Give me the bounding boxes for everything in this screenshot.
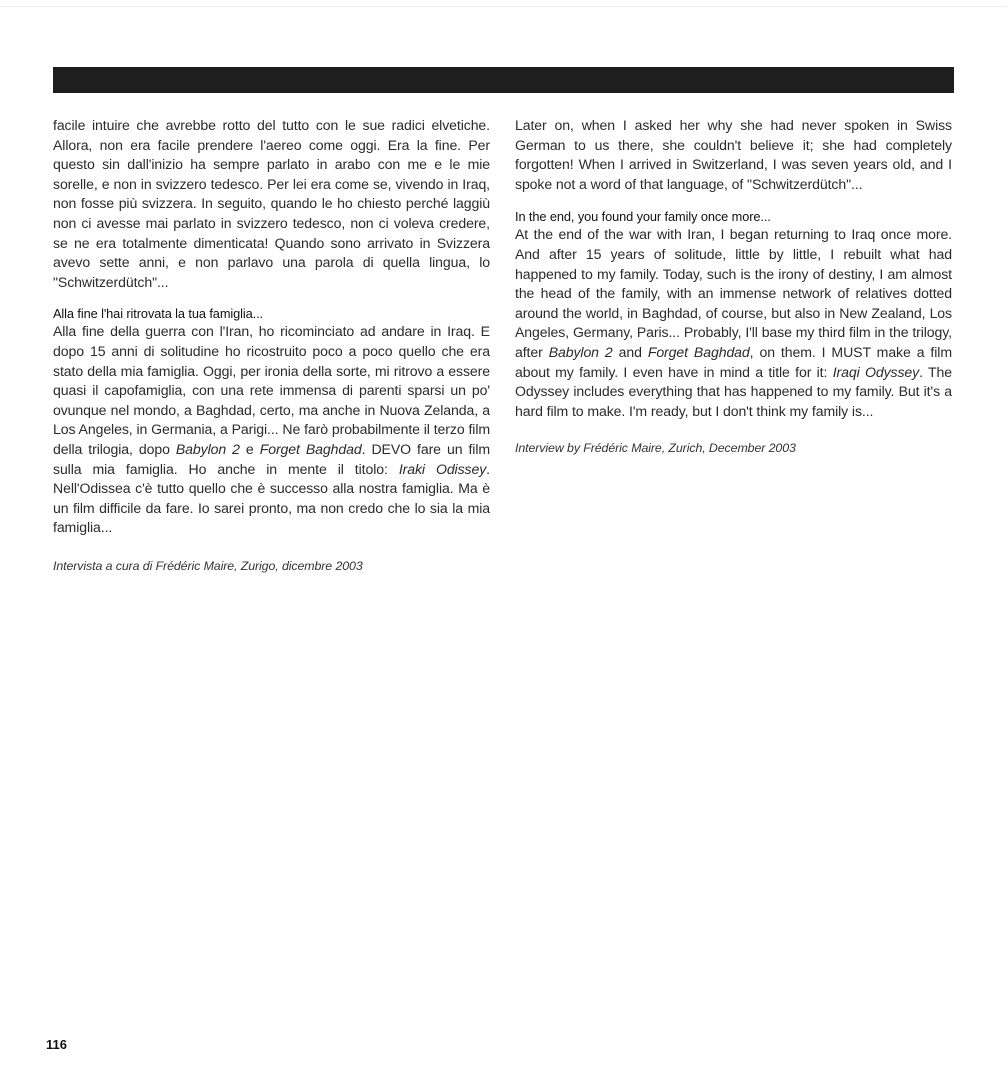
english-film-title-3: Iraqi Odyssey <box>832 363 920 380</box>
italian-paragraph-1: facile intuire che avrebbe rotto del tutto con le sue radici elvetiche. Allora, non era facile prendere l'aereo come oggi. Era la fine. Per questo sin dall'inizio ha sempre parlato in arabo con me e le mie sorelle, e non in svizzero tedesco. Per lei era come se, vivendo in Iraq, non fosse più svizzera. In seguito, quando le ho chiesto perché laggiù non ci avesse mai parlato in svizzero tedesco, non ci voleva credere, se ne era totalmente dimenticata! Quando sono arrivato in Svizzera avevo sette anni, e non parlavo una parola di quella lingua, lo "Schwitzerdütch"... <box>53 117 490 290</box>
english-p2-text-b: and <box>612 343 648 360</box>
english-film-title-2: Forget Baghdad <box>647 343 750 360</box>
italian-signature: Intervista a cura di Frédéric Maire, Zurigo, dicembre 2003 <box>53 558 363 573</box>
italian-p2-text-d: . Nell'Odissea c'è tutto quello che è successo alla nostra famiglia. Ma è un film difficile da fare. Io sarei pronto, ma non credo che lo sia la mia famiglia... <box>53 460 490 536</box>
italian-p2-text-a: Alla fine della guerra con l'Iran, ho ricominciato ad andare in Iraq. E dopo 15 anni di solitudine ho ricostruito poco a poco quello che era stato della mia famiglia. Oggi, per ironia della sorte, mi ritrovo a essere quasi il capofamiglia, con una rete immensa di parenti sparsi un po' ovunque nel mondo, a Baghdad, certo, ma anche in Nuova Zelanda, a Los Angeles, in Germania, a Parigi... Ne farò probabilmente il terzo film della trilogia, dopo <box>53 323 490 457</box>
header-bar <box>53 67 954 93</box>
italian-question: Alla fine l'hai ritrovata la tua famiglia... <box>53 306 264 322</box>
english-signature: Interview by Frédéric Maire, Zurich, December 2003 <box>515 441 796 456</box>
english-p2-text-a: At the end of the war with Iran, I began returning to Iraq once more. And after 15 years of solitude, little by little, I rebuilt what had happened to my family. Today, such is the irony of destiny, I am almost the head of the family, with an immense network of relatives dotted around the world, in Baghdad, of course, but also in New Zealand, Los Angeles, Germany, Paris... Probably, I'll base my third film in the trilogy, after <box>515 226 952 360</box>
english-p2-text-d: . The Odyssey includes everything that has happened to my family. But it's a hard film to make. I'm ready, but I don't think my family is... <box>515 363 952 419</box>
english-p2-text-c: , on them. I MUST make a film about my family. I even have in mind a title for it: <box>515 343 952 380</box>
page-number: 116 <box>46 1037 67 1052</box>
english-paragraph-2 <box>515 225 952 421</box>
english-column <box>515 116 952 459</box>
italian-film-title-3: Iraki Odissey <box>398 460 487 477</box>
italian-column <box>53 116 490 576</box>
english-paragraph-1: Later on, when I asked her why she had never spoken in Swiss German to us there, she couldn't believe it; she had completely forgotten! When I arrived in Switzerland, I was seven years old, and I spoke not a word of that language, of "Schwitzerdütch"... <box>515 117 952 192</box>
italian-p2-text-b: e <box>239 440 260 457</box>
italian-film-title-2: Forget Baghdad <box>259 440 362 457</box>
top-rule <box>0 6 1007 7</box>
english-question: In the end, you found your family once more... <box>515 209 771 225</box>
italian-p2-text-c: . DEVO fare un film sulla mia famiglia. Ho anche in mente il titolo: <box>53 440 490 477</box>
italian-paragraph-2 <box>53 322 490 538</box>
italian-film-title-1: Babylon 2 <box>175 440 240 457</box>
english-film-title-1: Babylon 2 <box>548 343 613 360</box>
